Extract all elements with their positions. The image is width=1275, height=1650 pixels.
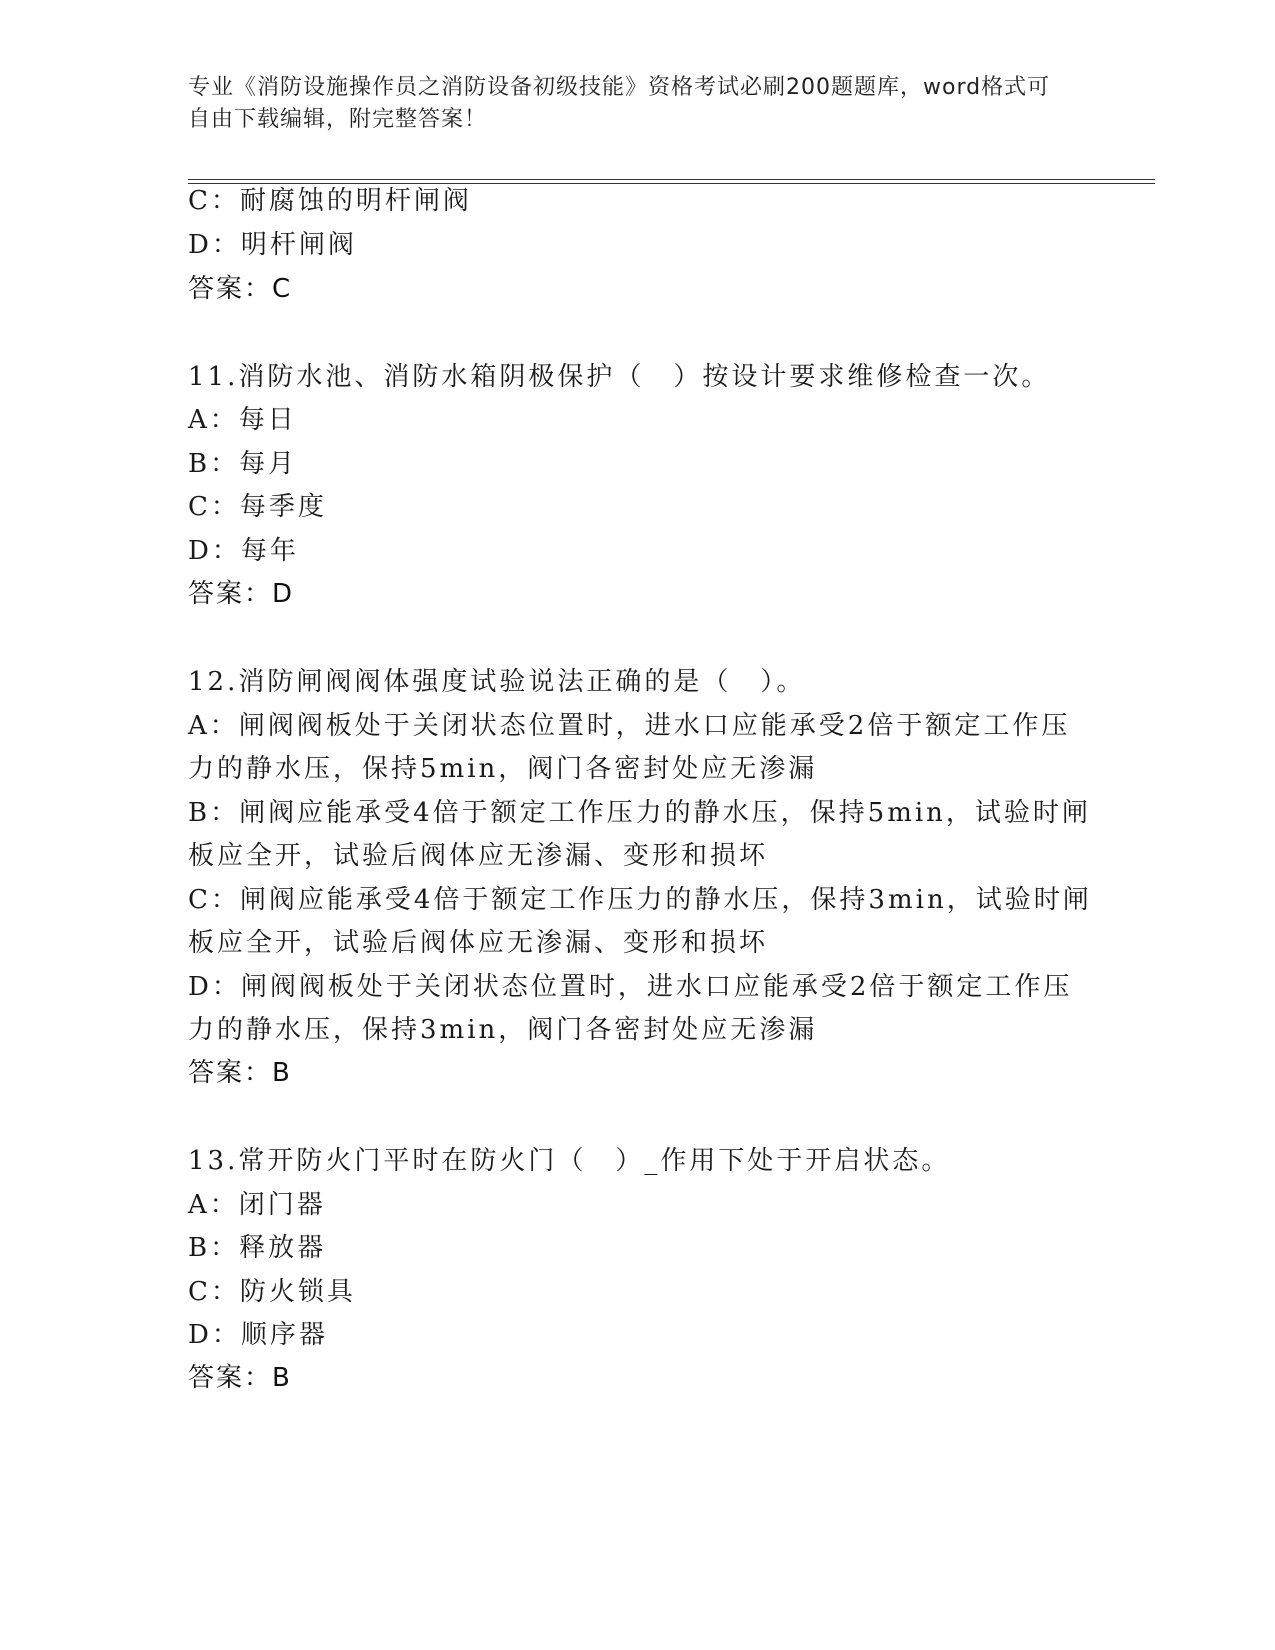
header-rule-thin bbox=[188, 183, 1155, 184]
q12-option-c-line2: 板应全开，试验后阀体应无渗漏、变形和损坏 bbox=[188, 928, 769, 958]
q11-option-c: C：每季度 bbox=[188, 492, 327, 522]
document-header: 专业《消防设施操作员之消防设备初级技能》资格考试必刷200题题库，word格式可自由下载编辑，附完整答案！ bbox=[188, 75, 1051, 132]
q13-question: 13.常开防火门平时在防火门（ ）_作用下处于开启状态。 bbox=[188, 1146, 951, 1176]
q12-option-c-line1: C：闸阀应能承受4倍于额定工作压力的静水压，保持3min，试验时闸 bbox=[188, 885, 1092, 915]
q13-option-c: C：防火锁具 bbox=[188, 1277, 356, 1307]
q13-option-b: B：释放器 bbox=[188, 1233, 327, 1263]
header-rule-thick bbox=[188, 179, 1155, 180]
q12-option-d-line1: D：闸阀阀板处于关闭状态位置时，进水口应能承受2倍于额定工作压 bbox=[188, 972, 1073, 1002]
q12-option-d-line2: 力的静水压，保持3min，阀门各密封处应无渗漏 bbox=[188, 1015, 818, 1045]
q11-question: 11.消防水池、消防水箱阴极保护（ ）按设计要求维修检查一次。 bbox=[188, 362, 1051, 392]
q12-question: 12.消防闸阀阀体强度试验说法正确的是（ ）。 bbox=[188, 667, 806, 697]
q12-answer: 答案：B bbox=[188, 1058, 292, 1088]
prev-option-d: D：明杆闸阀 bbox=[188, 230, 357, 260]
prev-option-c: C：耐腐蚀的明杆闸阀 bbox=[188, 186, 472, 216]
prev-answer: 答案：C bbox=[188, 274, 293, 304]
q12-option-a-line2: 力的静水压，保持5min，阀门各密封处应无渗漏 bbox=[188, 754, 818, 784]
q12-option-a-line1: A：闸阀阀板处于关闭状态位置时，进水口应能承受2倍于额定工作压 bbox=[188, 711, 1071, 741]
q11-option-a: A：每日 bbox=[188, 405, 297, 435]
q13-option-d: D：顺序器 bbox=[188, 1320, 328, 1350]
q13-answer: 答案：B bbox=[188, 1363, 292, 1393]
q11-option-d: D：每年 bbox=[188, 536, 299, 566]
q12-option-b-line1: B：闸阀应能承受4倍于额定工作压力的静水压，保持5min，试验时闸 bbox=[188, 798, 1091, 828]
q11-answer: 答案：D bbox=[188, 579, 295, 609]
q12-option-b-line2: 板应全开，试验后阀体应无渗漏、变形和损坏 bbox=[188, 841, 769, 871]
q11-option-b: B：每月 bbox=[188, 449, 298, 479]
q13-option-a: A：闭门器 bbox=[188, 1190, 326, 1220]
